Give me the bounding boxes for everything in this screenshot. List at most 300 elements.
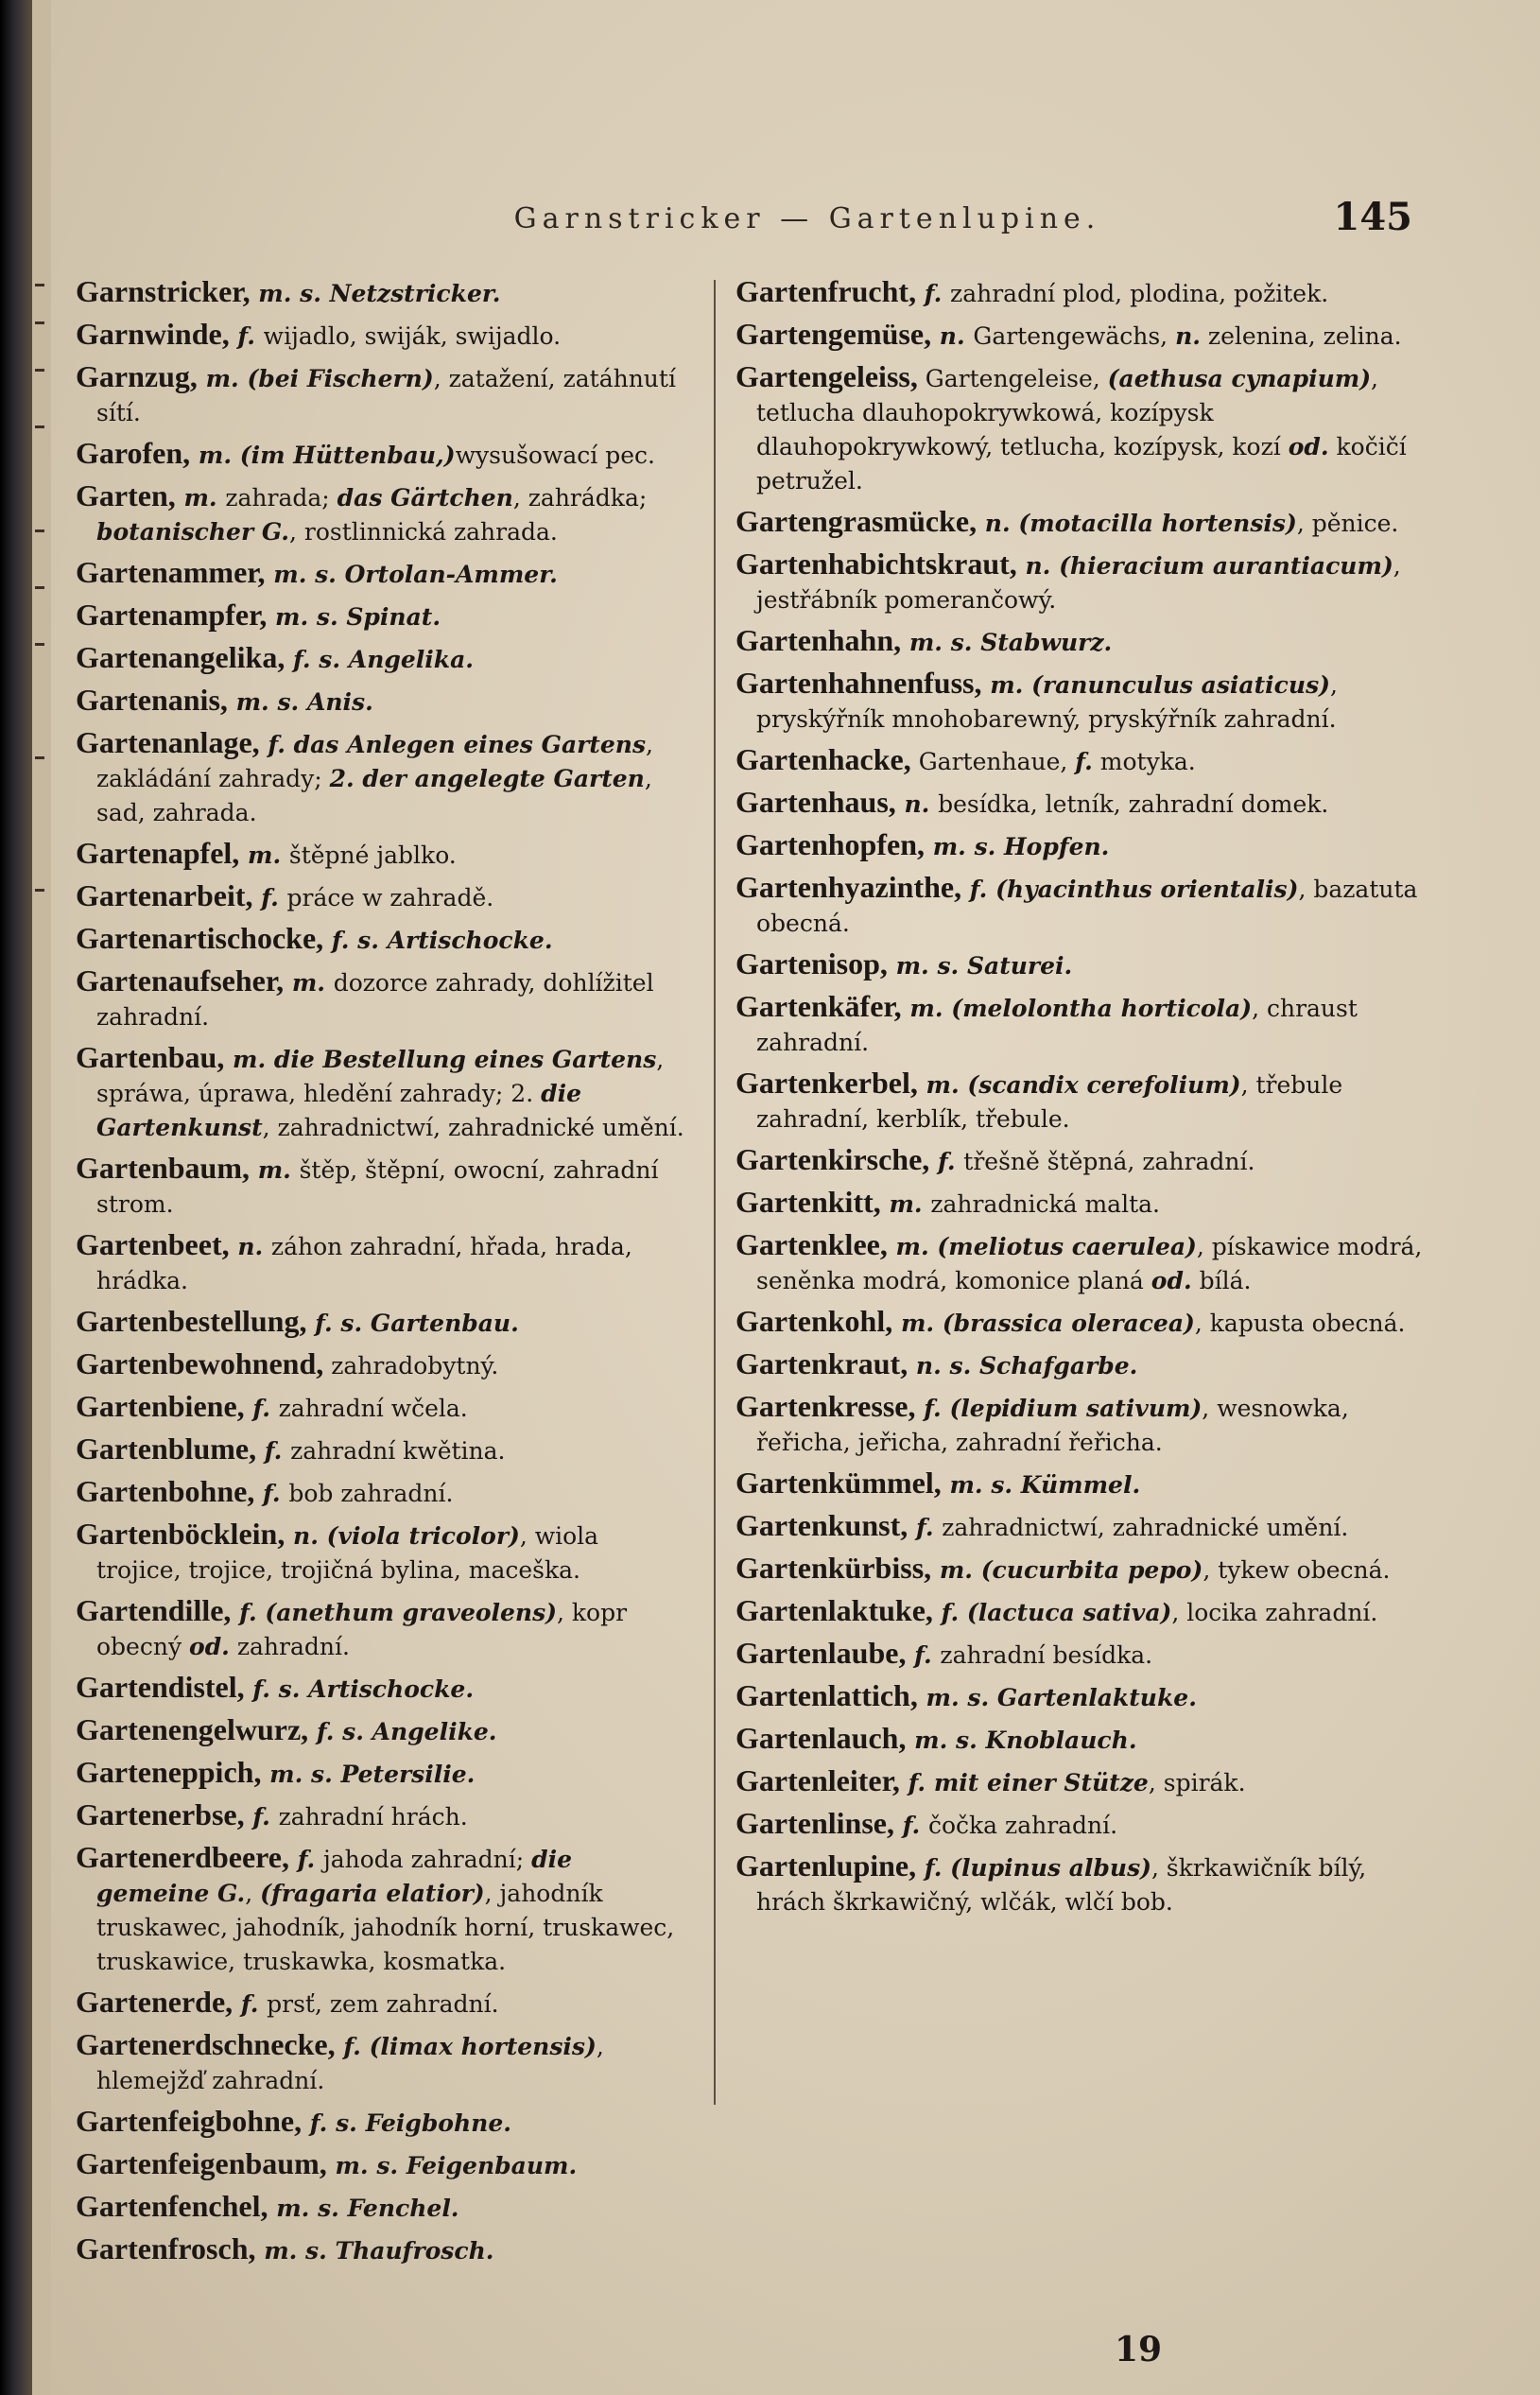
entry-text: , jestřábník pomerančowý. xyxy=(756,552,1401,614)
entry-text: Gartengeleise, xyxy=(917,365,1108,392)
entry-headword: Gartenleiter, xyxy=(735,1763,900,1797)
dictionary-entry xyxy=(76,836,690,873)
entry-text: , jahodník truskawec, jahodník, jahodník horní, truskawec, truskawice, truskawka, kosmatka. xyxy=(96,1880,675,1975)
entry-italic-text: m. s. xyxy=(925,833,1005,860)
entry-headword: Garteneppich, xyxy=(76,1755,262,1789)
entry-headword: Gartenerbse, xyxy=(76,1797,245,1831)
dictionary-entry xyxy=(735,317,1426,354)
entry-italic-text: f. xyxy=(231,1599,266,1626)
dictionary-entry xyxy=(735,1593,1426,1630)
entry-italic-text: m. xyxy=(917,1071,968,1099)
dictionary-page xyxy=(51,0,1540,2395)
dictionary-entry xyxy=(76,2146,690,2183)
entry-text: motyka. xyxy=(1092,748,1196,775)
dictionary-entry xyxy=(735,1848,1426,1919)
dictionary-entry xyxy=(76,1389,690,1426)
entry-italic-text: od. xyxy=(1288,433,1329,460)
entry-text: štěpné jablko. xyxy=(288,842,457,869)
entry-text: , pryskýřník mnohobarewný, pryskýřník zahradní. xyxy=(756,671,1338,733)
dictionary-entry xyxy=(735,827,1426,864)
entry-italic-text: (anethum graveolens) xyxy=(265,1599,558,1626)
dictionary-entry xyxy=(735,547,1426,617)
entry-headword: Gartenkresse, xyxy=(735,1389,916,1423)
entry-headword: Gartenanlage, xyxy=(76,725,260,759)
entry-italic-text: (lactuca sativa) xyxy=(966,1599,1172,1626)
signature-mark: 19 xyxy=(1114,2330,1163,2369)
entry-text: zahrada; xyxy=(225,484,337,512)
entry-headword: Gartenfeigbohne, xyxy=(76,2104,303,2138)
entry-headword: Garofen, xyxy=(76,436,191,470)
entry-text: štěp, štěpní, owocní, zahradní strom. xyxy=(96,1156,659,1218)
entry-text: , pěnice. xyxy=(1296,510,1399,537)
dictionary-entry xyxy=(76,274,690,311)
entry-italic-text: Hopfen. xyxy=(1004,833,1110,860)
dictionary-entry xyxy=(76,1670,690,1707)
entry-text: bílá. xyxy=(1191,1267,1252,1294)
entry-italic-text: m. xyxy=(239,842,289,869)
left-column xyxy=(76,274,690,2274)
dictionary-entry xyxy=(76,640,690,677)
entry-italic-text: m. s. xyxy=(326,2152,407,2179)
entry-italic-text: m. s. xyxy=(227,688,307,716)
entry-text: , xyxy=(245,1880,261,1907)
entry-italic-text: m. xyxy=(901,995,952,1022)
entry-text: , rostlinnická zahrada. xyxy=(289,518,558,546)
entry-italic-text: m. s. xyxy=(267,603,347,631)
dictionary-entry xyxy=(735,1389,1426,1460)
entry-italic-text: f. xyxy=(908,1514,943,1541)
entry-italic-text: Angelika. xyxy=(348,646,474,673)
entry-headword: Gartenhyazinthe, xyxy=(735,870,962,904)
dictionary-entry xyxy=(735,742,1426,779)
entry-headword: Gartenhacke, xyxy=(735,742,911,776)
dictionary-entry xyxy=(76,878,690,915)
entry-italic-text: (lupinus albus) xyxy=(950,1854,1151,1882)
entry-italic-text: m. s. xyxy=(265,561,345,588)
dictionary-entry xyxy=(735,359,1426,498)
dictionary-entry xyxy=(735,1466,1426,1502)
entry-text: Gartenhaue, xyxy=(910,748,1076,775)
entry-text: čočka zahradní. xyxy=(927,1812,1118,1839)
entry-text: , spirák. xyxy=(1148,1769,1246,1796)
entry-headword: Gartengemüse, xyxy=(735,317,932,351)
entry-headword: Gartenaufseher, xyxy=(76,963,285,998)
entry-headword: Gartenhahnenfuss, xyxy=(735,666,982,700)
entry-italic-text: m. s. xyxy=(917,1684,997,1711)
entry-italic-text: (bei Fischern) xyxy=(247,365,434,392)
entry-headword: Gartenartischocke, xyxy=(76,921,324,955)
entry-italic-text: (fragaria elatior) xyxy=(260,1880,485,1907)
entry-italic-text: (lepidium sativum) xyxy=(949,1395,1203,1422)
dictionary-entry xyxy=(735,1763,1426,1800)
dictionary-entry xyxy=(735,1066,1426,1137)
entry-text: , wesnowka, řeřicha, jeřicha, zahradní řeřicha. xyxy=(756,1395,1349,1456)
entry-italic-text: f. xyxy=(916,280,951,307)
entry-headword: Gartenlupine, xyxy=(735,1848,917,1883)
entry-italic-text: f. xyxy=(229,322,264,350)
entry-italic-text: (viola tricolor) xyxy=(326,1522,520,1550)
dictionary-entry xyxy=(735,666,1426,737)
dictionary-entry xyxy=(735,623,1426,660)
dictionary-entry xyxy=(76,1593,690,1664)
entry-headword: Gartenkerbel, xyxy=(735,1066,918,1100)
entry-italic-text: Feigbohne. xyxy=(365,2109,511,2137)
entry-italic-text: Kümmel. xyxy=(1020,1471,1141,1499)
entry-italic-text: (limax hortensis) xyxy=(369,2033,597,2060)
entry-italic-text: f. xyxy=(254,1480,289,1507)
entry-headword: Garnstricker, xyxy=(76,274,251,308)
entry-italic-text: Anis. xyxy=(306,688,373,716)
entry-italic-text: Artischocke. xyxy=(387,927,553,954)
entry-headword: Gartenbestellung, xyxy=(76,1304,307,1338)
entry-headword: Gartenfrucht, xyxy=(735,274,917,308)
entry-text: , bazatuta obecná. xyxy=(756,876,1418,937)
entry-italic-text: das Gärtchen xyxy=(337,484,513,512)
entry-headword: Gartenkäfer, xyxy=(735,989,902,1023)
entry-italic-text: Saturei. xyxy=(966,952,1073,980)
dictionary-entry xyxy=(735,870,1426,941)
dictionary-entry xyxy=(76,1985,690,2022)
entry-italic-text: f. xyxy=(961,876,996,903)
entry-italic-text: (cucurbita pepo) xyxy=(980,1556,1203,1584)
entry-text: zahradobytný. xyxy=(323,1352,499,1380)
entry-headword: Gartenblume, xyxy=(76,1432,257,1466)
dictionary-entry xyxy=(735,274,1426,311)
dictionary-entry xyxy=(76,921,690,958)
entry-italic-text: f. s. xyxy=(302,2109,366,2137)
entry-italic-text: m. s. xyxy=(250,280,330,307)
dictionary-entry xyxy=(735,504,1426,541)
entry-italic-text: m. xyxy=(880,1190,931,1218)
entry-headword: Gartendille, xyxy=(76,1593,232,1627)
entry-text: wysušowací pec. xyxy=(455,442,655,469)
entry-italic-text: n. xyxy=(977,510,1019,537)
entry-text: kočičí petružel. xyxy=(756,433,1407,495)
entry-text: třešně štěpná, zahradní. xyxy=(963,1148,1255,1175)
entry-italic-text: f. s. xyxy=(323,927,388,954)
entry-headword: Gartenfenchel, xyxy=(76,2189,268,2223)
entry-headword: Gartenhaus, xyxy=(735,785,896,819)
entry-italic-text: Ortolan-Ammer. xyxy=(344,561,558,588)
dictionary-entry xyxy=(76,725,690,830)
entry-italic-text: n. xyxy=(895,790,939,818)
dictionary-entry xyxy=(76,1151,690,1222)
entry-headword: Gartenböcklein, xyxy=(76,1517,286,1551)
entry-headword: Gartenlinse, xyxy=(735,1806,894,1840)
dictionary-entry xyxy=(76,2104,690,2141)
entry-headword: Gartenhahn, xyxy=(735,623,902,657)
entry-italic-text: f. xyxy=(899,1769,934,1796)
entry-italic-text: f. s. xyxy=(244,1675,309,1703)
entry-text: Gartengewächs, xyxy=(973,322,1176,350)
dictionary-entry xyxy=(76,1517,690,1588)
entry-italic-text: m. xyxy=(931,1556,981,1584)
entry-headword: Gartenkraut, xyxy=(735,1346,908,1380)
dictionary-entry xyxy=(76,1797,690,1834)
entry-headword: Gartenerde, xyxy=(76,1985,234,2019)
entry-italic-text: 2. der angelegte Garten xyxy=(329,765,645,792)
column-divider xyxy=(714,280,716,2105)
dictionary-entry xyxy=(76,436,690,473)
dictionary-entry xyxy=(76,478,690,549)
entry-italic-text: m. xyxy=(250,1156,300,1184)
entry-text: záhon zahradní, hřada, hrada, hrádka. xyxy=(96,1233,632,1294)
entry-italic-text: (hieracium aurantiacum) xyxy=(1059,552,1393,580)
dictionary-entry xyxy=(76,317,690,354)
entry-headword: Gartenisop, xyxy=(735,946,888,981)
entry-italic-text: f. xyxy=(893,1812,928,1839)
entry-italic-text: n. xyxy=(229,1233,271,1260)
entry-italic-text: (brassica oleracea) xyxy=(942,1310,1195,1337)
entry-italic-text: f. xyxy=(244,1395,279,1422)
entry-headword: Gartendistel, xyxy=(76,1670,245,1704)
entry-italic-text: m. xyxy=(284,969,334,997)
entry-italic-text: f. xyxy=(335,2033,370,2060)
entry-italic-text: mit einer Stütze xyxy=(933,1769,1149,1796)
entry-italic-text: m. xyxy=(190,442,240,469)
entry-text: , tetlucha dlauhopokrywkowá, kozípysk dlauhopokrywkowý, tetlucha, kozípysk, kozí xyxy=(756,365,1378,460)
entry-text: zahradní hrách. xyxy=(278,1803,468,1831)
entry-italic-text: Fenchel. xyxy=(347,2195,459,2222)
dictionary-entry xyxy=(76,1712,690,1749)
entry-headword: Gartenhabichtskraut, xyxy=(735,547,1017,581)
entry-headword: Gartengeleiss, xyxy=(735,359,918,393)
entry-italic-text: Gartenbau. xyxy=(370,1310,519,1337)
entry-italic-text: f. xyxy=(915,1395,950,1422)
entry-text: zelenina, zelina. xyxy=(1200,322,1402,350)
dictionary-entry xyxy=(735,946,1426,983)
entry-text: , tykew obecná. xyxy=(1203,1556,1391,1584)
right-column xyxy=(735,274,1426,1925)
entry-text: bob zahradní. xyxy=(288,1480,454,1507)
entry-text: zahradní. xyxy=(229,1633,350,1660)
entry-italic-text: Spinat. xyxy=(346,603,441,631)
entry-italic-text: f. s. xyxy=(308,1718,372,1745)
entry-headword: Gartenbewohnend, xyxy=(76,1346,324,1380)
previous-page-edge xyxy=(32,0,51,2395)
entry-text: práce w zahradě. xyxy=(286,884,494,911)
entry-italic-text: (motacilla hortensis) xyxy=(1018,510,1297,537)
entry-headword: Gartenengelwurz, xyxy=(76,1712,309,1746)
entry-text: , škrkawičník bílý, hrách škrkawičný, wlčák, wlčí bob. xyxy=(756,1854,1367,1916)
entry-text: zahradnictwí, zahradnické umění. xyxy=(942,1514,1349,1541)
entry-italic-text: n. xyxy=(1175,322,1201,350)
dictionary-entry xyxy=(735,1185,1426,1222)
entry-italic-text: f. xyxy=(906,1641,941,1669)
entry-italic-text: Angelike. xyxy=(372,1718,497,1745)
entry-text: zahradní kwětina. xyxy=(290,1437,506,1465)
dictionary-entry xyxy=(735,785,1426,822)
page-number: 145 xyxy=(1333,195,1412,239)
entry-headword: Gartenanis, xyxy=(76,683,228,717)
entry-italic-text: (melolontha horticola) xyxy=(951,995,1253,1022)
entry-italic-text: Feigenbaum. xyxy=(406,2152,578,2179)
entry-headword: Gartenbiene, xyxy=(76,1389,245,1423)
entry-italic-text: f. xyxy=(233,1990,268,2018)
entry-text: , locika zahradní. xyxy=(1171,1599,1378,1626)
entry-headword: Gartenklee, xyxy=(735,1227,888,1261)
dictionary-entry xyxy=(76,1040,690,1145)
dictionary-entry xyxy=(735,1551,1426,1588)
entry-italic-text: m. s. xyxy=(901,629,981,656)
entry-text: wijadlo, swiják, swijadlo. xyxy=(263,322,562,350)
entry-text: jahoda zahradní; xyxy=(322,1846,532,1873)
entry-italic-text: m. xyxy=(224,1046,274,1073)
dictionary-entry xyxy=(735,1806,1426,1843)
dictionary-entry xyxy=(76,1304,690,1341)
entry-headword: Gartenbeet, xyxy=(76,1227,230,1261)
entry-headword: Garnwinde, xyxy=(76,317,230,351)
entry-italic-text: n. xyxy=(931,322,974,350)
entry-text: zahradní plod, plodina, požitek. xyxy=(950,280,1329,307)
entry-headword: Gartenkohl, xyxy=(735,1304,893,1338)
entry-italic-text: od. xyxy=(189,1633,230,1660)
entry-italic-text: botanischer G. xyxy=(96,518,289,546)
dictionary-entry xyxy=(76,2189,690,2226)
entry-italic-text: f. xyxy=(288,1846,323,1873)
entry-headword: Gartenangelika, xyxy=(76,640,286,674)
entry-italic-text: m. xyxy=(887,1233,938,1260)
entry-italic-text: (ranunculus asiaticus) xyxy=(1031,671,1330,699)
entry-text: , pískawice modrá, seněnka modrá, komonice planá xyxy=(756,1233,1423,1294)
entry-text: dozorce zahrady, dohlížitel zahradní. xyxy=(96,969,654,1031)
entry-text: besídka, letník, zahradní domek. xyxy=(938,790,1329,818)
entry-italic-text: f. xyxy=(259,731,294,758)
entry-italic-text: f. s. xyxy=(285,646,349,673)
entry-italic-text: m. s. xyxy=(941,1471,1021,1499)
entry-italic-text: Schafgarbe. xyxy=(978,1352,1138,1380)
dictionary-entry xyxy=(76,598,690,634)
entry-italic-text: f. s. xyxy=(306,1310,371,1337)
entry-italic-text: (im Hüttenbau,) xyxy=(239,442,456,469)
entry-text: , chraust zahradní. xyxy=(756,995,1358,1056)
entry-headword: Gartenampfer, xyxy=(76,598,268,632)
dictionary-entry xyxy=(735,1346,1426,1383)
entry-italic-text: od. xyxy=(1151,1267,1192,1294)
dictionary-entry xyxy=(735,1678,1426,1715)
dictionary-entry xyxy=(735,1142,1426,1179)
entry-italic-text: Petersilie. xyxy=(340,1761,476,1788)
dictionary-entry xyxy=(735,1304,1426,1341)
dictionary-entry xyxy=(76,2027,690,2098)
entry-headword: Gartenerdbeere, xyxy=(76,1840,289,1874)
dictionary-entry xyxy=(735,1721,1426,1758)
dictionary-entry xyxy=(76,963,690,1034)
entry-text: , hlemejžď zahradní. xyxy=(96,2033,604,2094)
entry-italic-text: Thaufrosch. xyxy=(335,2237,494,2265)
dictionary-entry xyxy=(735,1508,1426,1545)
entry-italic-text: m. xyxy=(981,671,1032,699)
dictionary-entry xyxy=(76,1346,690,1383)
entry-italic-text: Netzstricker. xyxy=(329,280,501,307)
entry-text: , kopr obecný xyxy=(96,1599,628,1660)
entry-italic-text: das Anlegen eines Gartens xyxy=(293,731,647,758)
entry-headword: Gartenkunst, xyxy=(735,1508,908,1542)
entry-italic-text: Knoblauch. xyxy=(985,1727,1137,1754)
entry-text: , třebule zahradní, kerblík, třebule. xyxy=(756,1071,1343,1133)
entry-text: zahradnická malta. xyxy=(930,1190,1160,1218)
entry-italic-text: die Gartenkunst xyxy=(96,1080,581,1141)
entry-italic-text: f. xyxy=(929,1148,964,1175)
entry-italic-text: f. xyxy=(252,884,287,911)
entry-text: , zakládání zahrady; xyxy=(96,731,653,792)
dictionary-entry xyxy=(76,1755,690,1792)
entry-headword: Gartenhopfen, xyxy=(735,827,925,861)
dictionary-entry xyxy=(76,359,690,430)
entry-italic-text: (scandix cerefolium) xyxy=(967,1071,1241,1099)
entry-italic-text: (aethusa cynapium) xyxy=(1107,365,1372,392)
entry-headword: Gartenarbeit, xyxy=(76,878,253,912)
entry-italic-text: m. s. xyxy=(255,2237,336,2265)
dictionary-entry xyxy=(735,989,1426,1060)
book-gutter-shadow xyxy=(0,0,32,2395)
entry-headword: Gartenfeigenbaum, xyxy=(76,2146,327,2180)
entry-italic-text: f. xyxy=(1075,748,1093,775)
dictionary-entry xyxy=(76,1474,690,1511)
entry-headword: Gartenbohne, xyxy=(76,1474,255,1508)
entry-italic-text: Stabwurz. xyxy=(980,629,1113,656)
dictionary-entry xyxy=(735,1636,1426,1673)
dictionary-entry xyxy=(76,1840,690,1979)
entry-headword: Garnzug, xyxy=(76,359,198,393)
entry-italic-text: n. xyxy=(285,1522,327,1550)
entry-italic-text: f. xyxy=(916,1854,951,1882)
entry-italic-text: n. s. xyxy=(908,1352,979,1380)
entry-text: , sad, zahrada. xyxy=(96,765,652,826)
entry-headword: Gartenammer, xyxy=(76,555,266,589)
entry-italic-text: m. s. xyxy=(906,1727,986,1754)
entry-text: zahradní besídka. xyxy=(940,1641,1153,1669)
entry-text: zahradní wčela. xyxy=(278,1395,468,1422)
entry-headword: Garten, xyxy=(76,478,176,512)
dictionary-entry xyxy=(76,1227,690,1298)
entry-headword: Gartenlaktuke, xyxy=(735,1593,933,1627)
entry-italic-text: (meliotus caerulea) xyxy=(937,1233,1197,1260)
entry-text: , kapusta obecná. xyxy=(1194,1310,1406,1337)
dictionary-entry xyxy=(735,1227,1426,1298)
entry-italic-text: n. xyxy=(1016,552,1060,580)
entry-headword: Gartengrasmücke, xyxy=(735,504,978,538)
entry-headword: Gartenkitt, xyxy=(735,1185,881,1219)
dictionary-entry xyxy=(76,555,690,592)
entry-headword: Gartenbau, xyxy=(76,1040,225,1074)
entry-italic-text: Gartenlaktuke. xyxy=(996,1684,1197,1711)
entry-headword: Gartenlaube, xyxy=(735,1636,907,1670)
entry-headword: Gartenkümmel, xyxy=(735,1466,942,1500)
entry-headword: Gartenlauch, xyxy=(735,1721,907,1755)
entry-italic-text: (hyacinthus orientalis) xyxy=(995,876,1299,903)
entry-italic-text: die gemeine G. xyxy=(96,1846,573,1907)
entry-italic-text: Artischocke. xyxy=(308,1675,475,1703)
entry-italic-text: m. s. xyxy=(268,2195,348,2222)
entry-text: , zahradnictwí, zahradnické umění. xyxy=(262,1114,684,1141)
entry-headword: Gartenkürbiss, xyxy=(735,1551,932,1585)
entry-italic-text: f. xyxy=(244,1803,279,1831)
dictionary-entry xyxy=(76,683,690,720)
entry-italic-text: f. xyxy=(932,1599,967,1626)
entry-headword: Gartenfrosch, xyxy=(76,2231,256,2265)
entry-headword: Gartenerdschnecke, xyxy=(76,2027,336,2061)
entry-italic-text: m. xyxy=(892,1310,943,1337)
entry-italic-text: m. xyxy=(197,365,248,392)
dictionary-entry xyxy=(76,1432,690,1468)
entry-headword: Gartenbaum, xyxy=(76,1151,250,1185)
entry-text: , spráwa, úprawa, hledění zahrady; 2. xyxy=(96,1046,665,1107)
entry-headword: Gartenlattich, xyxy=(735,1678,918,1712)
entry-headword: Gartenapfel, xyxy=(76,836,240,870)
entry-text: prsť, zem zahradní. xyxy=(267,1990,499,2018)
entry-italic-text: m. xyxy=(175,484,226,512)
